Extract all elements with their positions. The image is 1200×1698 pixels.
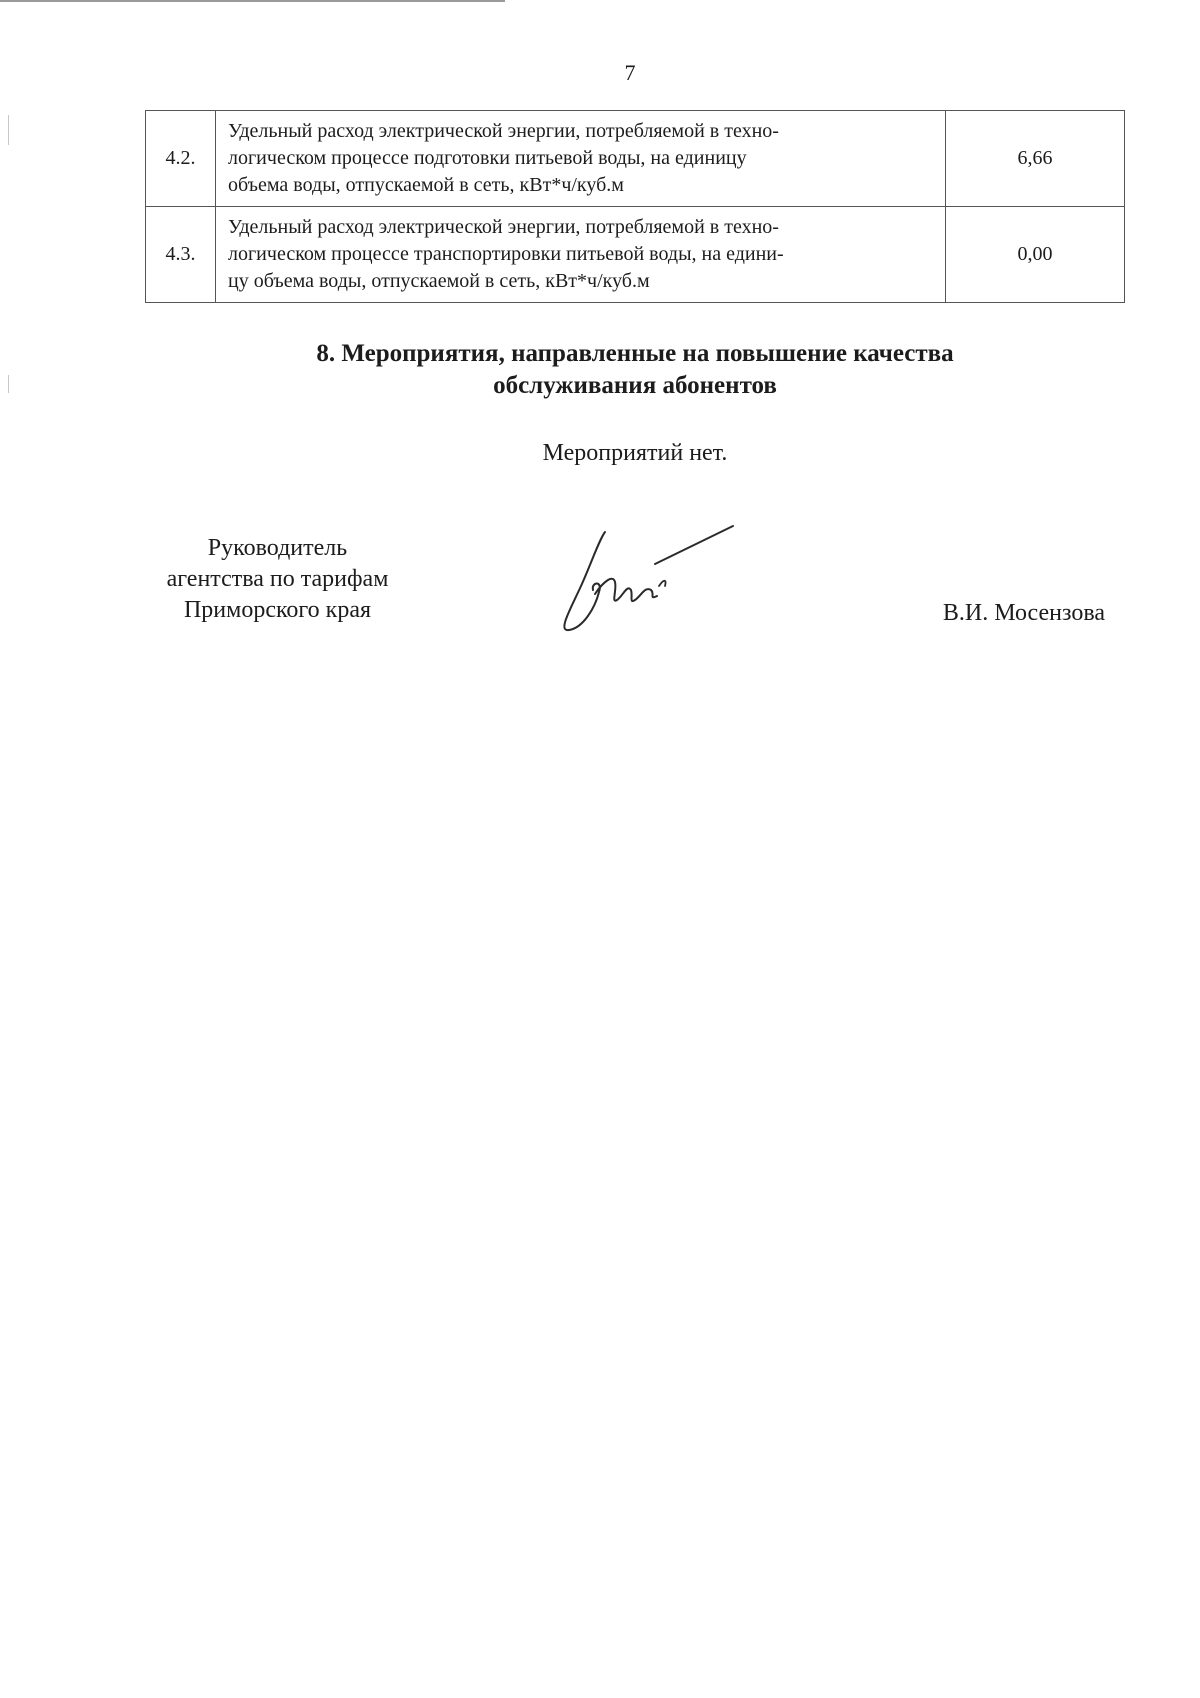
page-number: 7 <box>624 60 636 85</box>
section-heading <box>145 338 1125 402</box>
row-description <box>216 111 946 207</box>
top-edge-rule <box>0 0 505 2</box>
signer-name: В.И. Мосензова <box>942 600 1105 626</box>
table-row <box>146 111 1125 207</box>
row-value: 0,00 <box>946 207 1125 303</box>
handwritten-signature <box>555 520 740 645</box>
signatory-title <box>140 533 415 626</box>
signatory-title-line: Приморского края <box>183 597 372 623</box>
description-line: логическом процессе подготовки питьевой воды, на единицу <box>228 147 747 169</box>
section-heading-line: обслуживания абонентов <box>493 372 777 399</box>
signatory-title-line: Руководитель <box>207 535 348 561</box>
row-value: 6,66 <box>946 111 1125 207</box>
row-number: 4.2. <box>146 111 216 207</box>
description-line: логическом процессе транспортировки питьевой воды, на едини- <box>228 243 784 265</box>
description-line: объема воды, отпускаемой в сеть, кВт*ч/куб.м <box>228 174 624 196</box>
signatory-title-line: агентства по тарифам <box>166 566 389 592</box>
section-body: Мероприятий нет. <box>542 440 728 466</box>
scan-margin-mark <box>8 375 9 393</box>
section-heading-line: 8. Мероприятия, направленные на повышение качества <box>316 340 954 367</box>
scan-margin-mark <box>8 115 9 145</box>
description-line: Удельный расход электрической энергии, потребляемой в техно- <box>228 120 779 142</box>
description-line: Удельный расход электрической энергии, потребляемой в техно- <box>228 216 779 238</box>
indicators-table <box>145 110 1125 303</box>
row-description <box>216 207 946 303</box>
row-number: 4.3. <box>146 207 216 303</box>
table-row <box>146 207 1125 303</box>
description-line: цу объема воды, отпускаемой в сеть, кВт*ч/куб.м <box>228 270 650 292</box>
